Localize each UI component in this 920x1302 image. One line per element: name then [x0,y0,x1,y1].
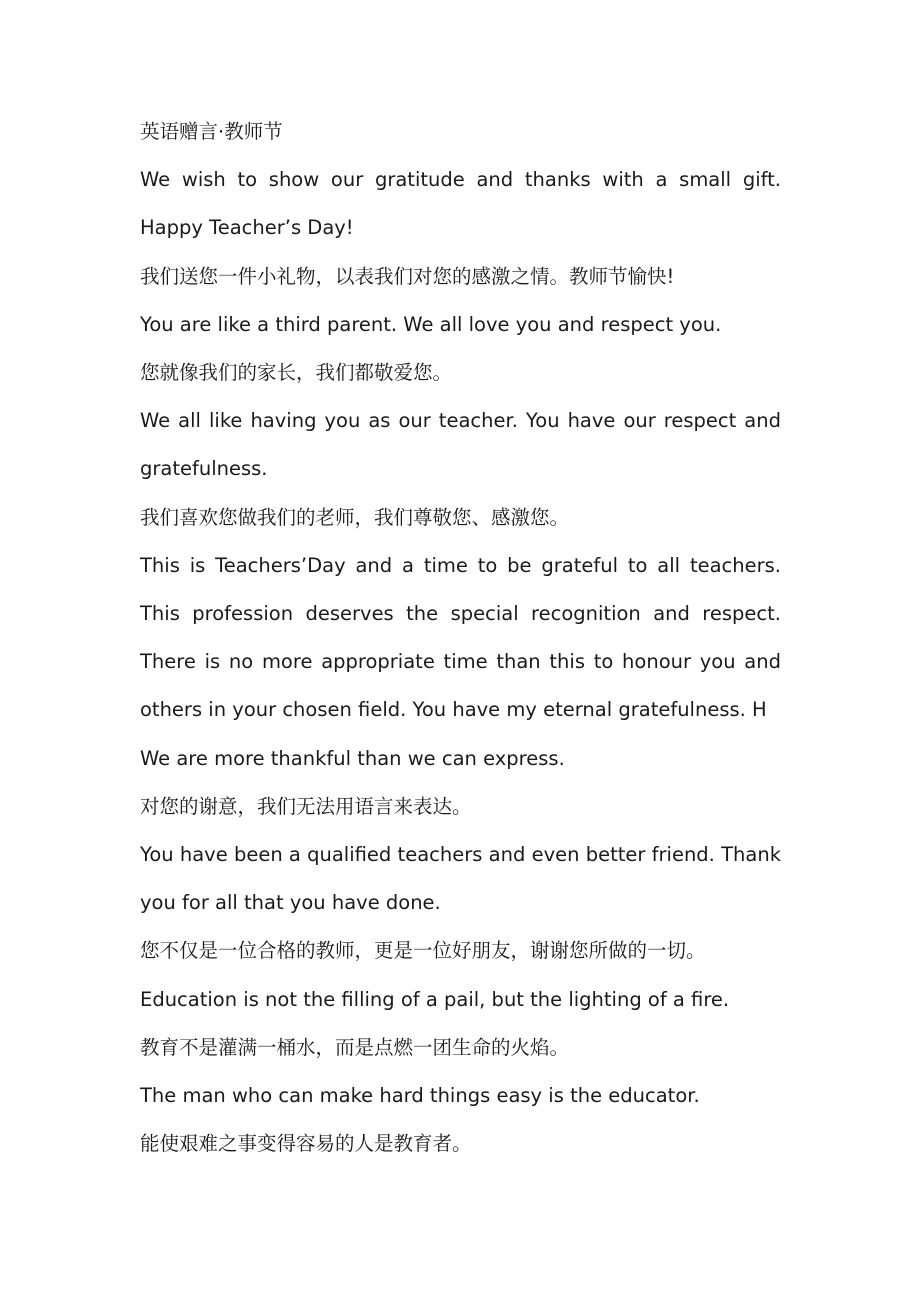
document-body [140,108,781,1168]
document-title: 英语赠言·教师节 [140,120,283,143]
paragraph-english: This is Teachers’Day and a time to be grateful to all teachers. This profession deserves the special recognition and respect. There is no more appropriate time than this to honour you and others in your chosen field. You have my eternal gratefulness. H [140,553,781,722]
paragraph-english: The man who can make hard things easy is the educator. [140,1084,700,1108]
paragraph-english: We all like having you as our teacher. You have our respect and gratefulness. [140,409,781,481]
paragraph-chinese: 教育不是灌满一桶水，而是点燃一团生命的火焰。 [140,1035,570,1059]
paragraph-english: We wish to show our gratitude and thanks with a small gift. Happy Teacher’s Day! [140,168,781,240]
paragraph-english: We are more thankful than we can express. [140,746,565,770]
paragraph-chinese: 我们喜欢您做我们的老师，我们尊敬您、感激您。 [140,505,570,529]
paragraph-chinese: 我们送您一件小礼物，以表我们对您的感激之情。教师节愉快! [140,264,675,288]
paragraph-english: You have been a qualified teachers and even better friend. Thank you for all that you have done. [140,843,781,915]
paragraph-chinese: 您就像我们的家长，我们都敬爱您。 [140,361,453,385]
paragraph-chinese: 能使艰难之事变得容易的人是教育者。 [140,1132,472,1156]
paragraph-chinese: 您不仅是一位合格的教师，更是一位好朋友，谢谢您所做的一切。 [140,939,706,963]
paragraph-english: Education is not the filling of a pail, but the lighting of a fire. [140,987,730,1011]
paragraph-english: You are like a third parent. We all love you and respect you. [140,312,722,336]
paragraph-chinese: 对您的谢意，我们无法用语言来表达。 [140,794,472,818]
